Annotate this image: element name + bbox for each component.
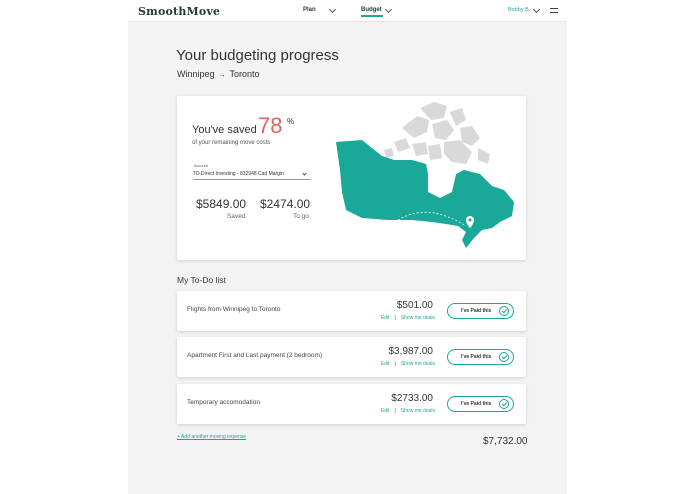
page-title: Your budgeting progress bbox=[176, 47, 339, 64]
to-go-caption: To go bbox=[293, 213, 309, 220]
nav-plan[interactable]: Plan bbox=[303, 7, 316, 13]
todo-item-name: Flights from Winnipeg to Toronto bbox=[187, 306, 281, 313]
todo-item-price: $501.00 bbox=[396, 300, 433, 311]
paid-button[interactable] bbox=[447, 303, 514, 319]
show-deals-link[interactable]: Show me deals bbox=[400, 408, 435, 414]
check-circle-icon bbox=[499, 352, 509, 362]
account-select[interactable]: TD Direct Investing - 832948 Cad Margin bbox=[193, 171, 311, 180]
todo-item-name: Temporary accomodation bbox=[187, 399, 260, 406]
saved-subtitle: of your remaining move costs bbox=[192, 140, 271, 146]
todo-item-price: $3,987.00 bbox=[388, 346, 433, 357]
add-expense-link[interactable]: + Add another moving expense bbox=[177, 434, 247, 440]
progress-card bbox=[177, 96, 526, 260]
paid-button-label: I've Paid this bbox=[461, 401, 492, 407]
todo-item-links bbox=[381, 315, 435, 321]
account-label: Account bbox=[194, 164, 208, 168]
chevron-down-icon[interactable] bbox=[533, 6, 540, 13]
canada-map bbox=[332, 98, 524, 258]
percent-sign: % bbox=[287, 117, 295, 126]
hamburger-menu-icon[interactable] bbox=[550, 8, 558, 13]
todo-item bbox=[177, 384, 526, 424]
todo-item bbox=[177, 337, 526, 377]
todo-list-title: My To-Do list bbox=[177, 275, 226, 285]
saved-amount: $5849.00 bbox=[196, 197, 247, 211]
todo-item-links bbox=[381, 408, 435, 414]
link-separator: | bbox=[394, 408, 396, 414]
paid-button-label: I've Paid this bbox=[461, 354, 492, 360]
arctic-islands bbox=[384, 102, 490, 164]
total-amount: $7,732.00 bbox=[483, 436, 528, 447]
paid-button[interactable] bbox=[447, 396, 514, 412]
saved-caption: Saved bbox=[227, 213, 246, 220]
arrow-right-icon: → bbox=[218, 72, 226, 79]
top-navigation bbox=[128, 0, 567, 22]
show-deals-link[interactable]: Show me deals bbox=[400, 361, 435, 367]
todo-item-price: $2733.00 bbox=[391, 393, 433, 404]
main-content bbox=[128, 22, 567, 494]
check-circle-icon bbox=[499, 306, 509, 316]
chevron-down-icon[interactable] bbox=[329, 6, 336, 13]
saved-percent: 78 bbox=[258, 113, 283, 138]
hudson-bay bbox=[428, 168, 454, 196]
edit-link[interactable]: Edit bbox=[380, 408, 390, 414]
link-separator: | bbox=[394, 315, 396, 321]
paid-button[interactable] bbox=[447, 349, 514, 365]
todo-item-name: Apartment First and Last payment (2 bedroom) bbox=[187, 352, 323, 359]
route-from: Winnipeg bbox=[177, 69, 215, 79]
route-to: Toronto bbox=[229, 69, 260, 79]
edit-link[interactable]: Edit bbox=[380, 361, 390, 367]
logo[interactable]: SmoothMove bbox=[138, 5, 221, 18]
nav-budget[interactable]: Budget bbox=[361, 7, 382, 13]
todo-item bbox=[177, 291, 526, 331]
user-menu[interactable]: Bobby B. bbox=[508, 7, 531, 13]
check-circle-icon bbox=[499, 399, 509, 409]
edit-link[interactable]: Edit bbox=[380, 315, 390, 321]
chevron-down-icon[interactable] bbox=[385, 6, 392, 13]
active-nav-indicator bbox=[361, 15, 383, 17]
show-deals-link[interactable]: Show me deals bbox=[400, 315, 435, 321]
to-go-amount: $2474.00 bbox=[260, 197, 311, 211]
saved-label: You've saved bbox=[192, 124, 257, 136]
link-separator: | bbox=[394, 361, 396, 367]
todo-item-links bbox=[381, 361, 435, 367]
route bbox=[177, 69, 260, 79]
paid-button-label: I've Paid this bbox=[461, 308, 492, 314]
